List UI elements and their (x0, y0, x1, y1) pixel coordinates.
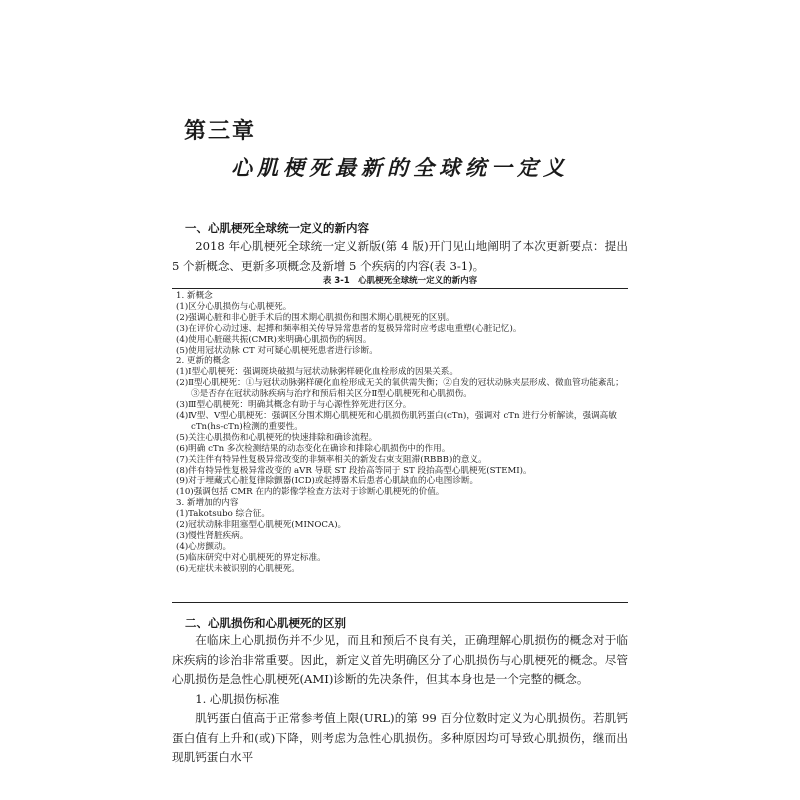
table-caption: 表 3-1 心肌梗死全球统一定义的新内容 (322, 276, 478, 286)
paragraph: 2018 年心肌梗死全球统一定义新版(第 4 版)开门见山地阐明了本次更新要点：提出 5 个新概念、更新多项概念及新增 5 个疾病的内容(表 3-1)。 (172, 239, 628, 273)
table-bottom-rule (172, 602, 628, 603)
table-row: 1. 新概念 (176, 291, 213, 301)
table-row: (3)在评价心动过速、起搏和频率相关传导异常患者的复极异常时应考虑电重塑(心脏记忆)。 (176, 323, 522, 334)
table-row: (6)无症状未被识别的心肌梗死。 (176, 563, 300, 574)
table-row: (2)Ⅱ型心肌梗死：①与冠状动脉粥样硬化血栓形成无关的氧供需失衡；②自发的冠状动脉夹层形成、微血管功能紊乱；③是否存在冠状动脉疾病与治疗和预后相关区分Ⅱ型心肌梗死和心肌损伤。 (176, 378, 624, 400)
section-heading-1: 一、心肌梗死全球统一定义的新内容 (185, 221, 369, 235)
table-row: (1)Ⅰ型心肌梗死：强调斑块破损与冠状动脉粥样硬化血栓形成的因果关系。 (176, 367, 458, 378)
table-row: (4)心房颤动。 (176, 541, 232, 552)
table-row: (10)强调包括 CMR 在内的影像学检查方法对于诊断心肌梗死的价值。 (176, 487, 445, 498)
paragraph: 肌钙蛋白值高于正常参考值上限(URL)的第 99 百分位数时定义为心肌损伤。若肌钙蛋白值有上升和(或)下降，则考虑为急性心肌损伤。多种原因均可导致心肌损伤，继而出现肌钙蛋白水平 (172, 711, 628, 764)
section-2-body (172, 631, 628, 768)
table-row: 3. 新增加的内容 (176, 498, 239, 509)
table-row: (4)使用心脏磁共振(CMR)来明确心肌损伤的病因。 (176, 334, 372, 345)
table-row: (2)强调心脏和非心脏手术后的围术期心肌损伤和围术期心肌梗死的区别。 (176, 312, 455, 323)
table-row: (5)临床研究中对心肌梗死的界定标准。 (176, 552, 326, 563)
table-row: (1)Takotsubo 综合征。 (176, 509, 270, 520)
table-row: (1)区分心肌损伤与心肌梗死。 (176, 301, 292, 312)
table-top-rule (172, 288, 628, 289)
table-row: (9)对于埋藏式心脏复律除颤器(ICD)或起搏器术后患者心肌缺血的心电图诊断。 (176, 476, 479, 487)
section-heading-2: 二、心肌损伤和心肌梗死的区别 (185, 616, 346, 630)
table-row: (6)明确 cTn 多次检测结果的动态变化在确诊和排除心肌损伤中的作用。 (176, 443, 451, 454)
table-row: (8)伴有特异性复极异常改变的 aVR 导联 ST 段抬高等同于 ST 段抬高型心肌梗死(STEMI)。 (176, 465, 532, 476)
table-row: (4)Ⅳ型、Ⅴ型心肌梗死：强调区分围术期心肌梗死和心肌损伤肌钙蛋白(cTn)，强调对 cTn 进行分析解读，强调高敏 cTn(hs-cTn)检测的重要性。 (176, 410, 617, 432)
chapter-title: 心肌梗死最新的全球统一定义 (231, 155, 569, 180)
paragraph: 在临床上心肌损伤并不少见，而且和预后不良有关，正确理解心肌损伤的概念对于临床疾病的诊治非常重要。因此，新定义首先明确区分了心肌损伤与心肌梗死的概念。尽管心肌损伤是急性心肌梗死(AMI)诊断的先决条件，但其本身也是一个完整的概念。 (172, 633, 628, 686)
section-1-paragraph (172, 237, 628, 276)
table-row: 2. 更新的概念 (176, 356, 230, 367)
table-row: (5)使用冠状动脉 CT 对可疑心肌梗死患者进行诊断。 (176, 345, 378, 356)
table-row: (7)关注伴有特异性复极异常改变的非频率相关的新发右束支阻滞(RBBB)的意义。 (176, 454, 487, 465)
table-row: (3)慢性肾脏疾病。 (176, 530, 249, 541)
chapter-number: 第三章 (184, 118, 257, 144)
table-row: (3)Ⅲ型心肌梗死：明确其概念有助于与心源性猝死进行区分。 (176, 400, 412, 411)
subheading: 1. 心肌损伤标准 (195, 691, 280, 706)
table-3-1 (176, 291, 624, 575)
table-row: (5)关注心肌损伤和心肌梗死的快速排除和确诊流程。 (176, 432, 378, 443)
table-row: (2)冠状动脉非阻塞型心肌梗死(MINOCA)。 (176, 520, 347, 531)
